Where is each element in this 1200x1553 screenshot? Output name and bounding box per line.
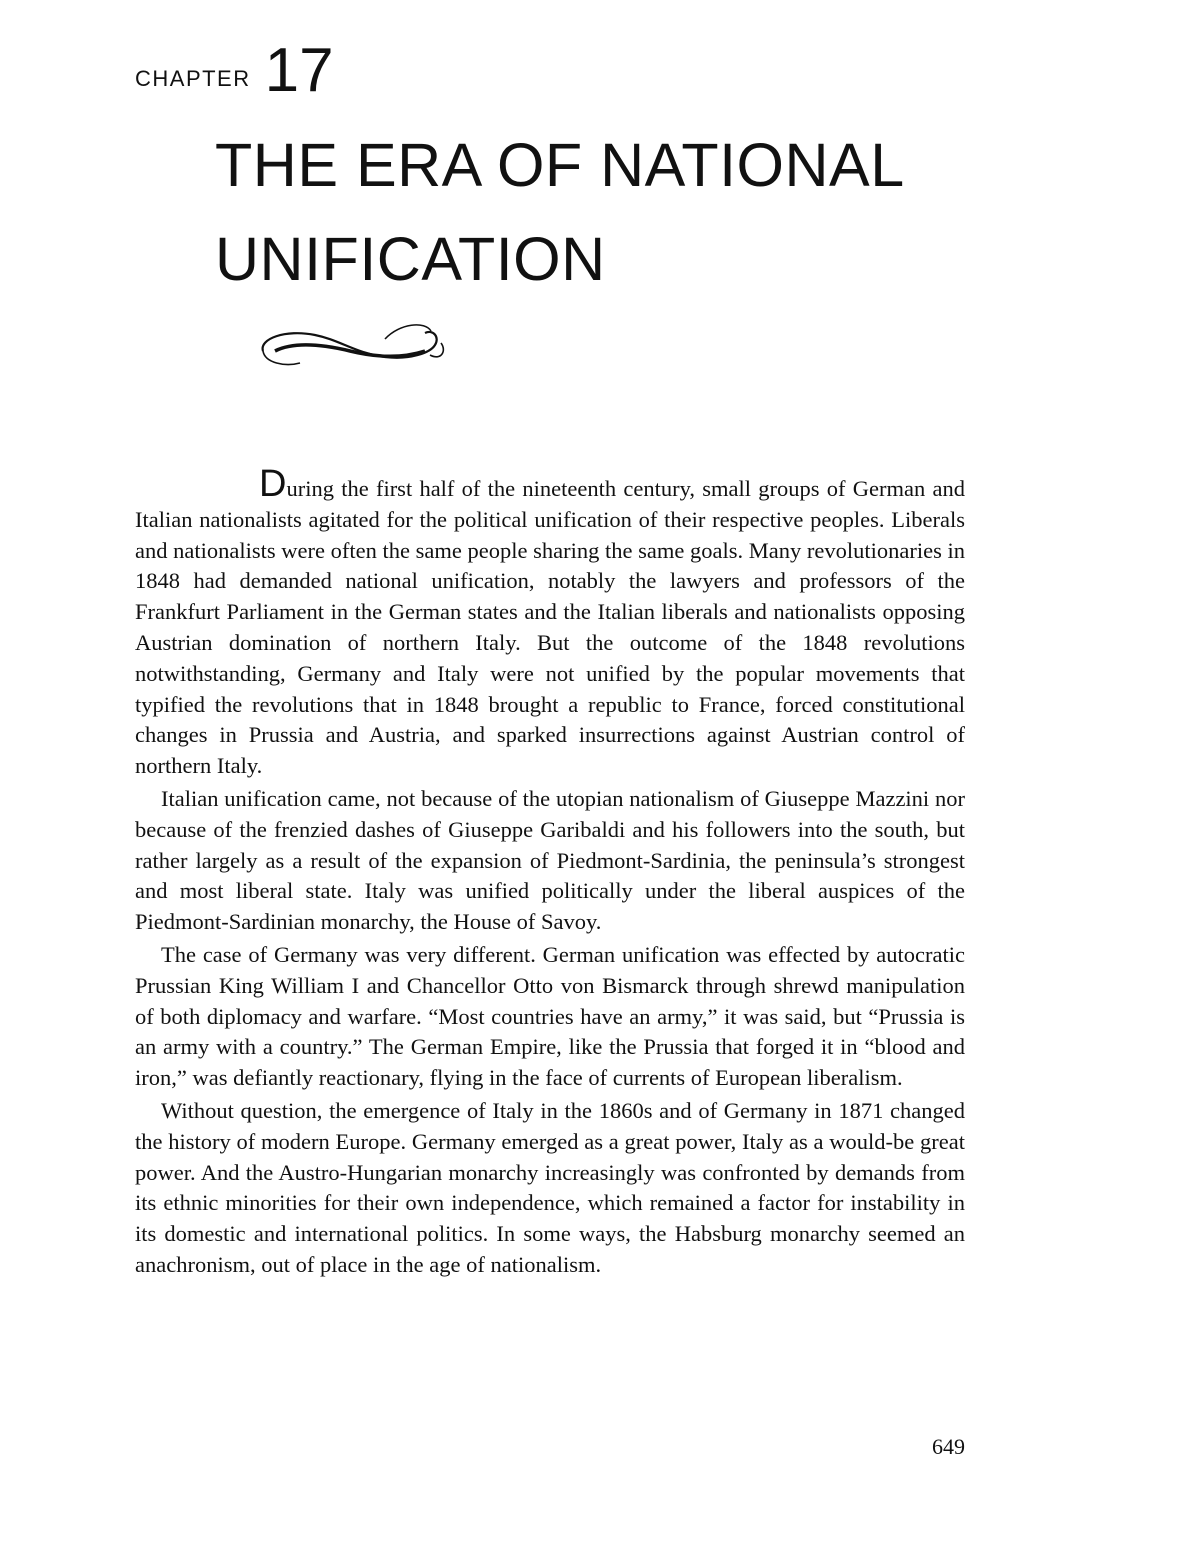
chapter-title: THE ERA OF NATIONAL UNIFICATION xyxy=(215,131,903,293)
paragraph-3: The case of Germany was very different. German unification was effected by autocratic Prussian King William I and Chancellor Otto von Bismarck through shrewd manipulation of both diplomacy and warfare. “Most countries have an army,” it was said, but “Prussia is an army with a country.” The German Empire, like the Prussia that forged it in “blood and iron,” was defiantly reactionary, flying in the face of currents of European liberalism. xyxy=(135,941,965,1091)
paragraph-2: Italian unification came, not because of the utopian nationalism of Giuseppe Mazzini nor because of the frenzied dashes of Giuseppe Garibaldi and his followers into the south, but rather largely as a result of the expansion of Piedmont-Sardinia, the peninsula’s strongest and most liberal state. Italy was unified politically under the liberal auspices of the Piedmont-Sardinian monarchy, the House of Savoy. xyxy=(135,785,965,935)
drop-cap: D xyxy=(259,463,287,505)
paragraph-4: Without question, the emergence of Italy in the 1860s and of Germany in 1871 changed the history of modern Europe. Germany emerged as a great power, Italy as a would-be great power. And the Austro-Hungarian monarchy increasingly was confronted by demands from its ethnic minorities for their own independence, which remained a factor for instability in its domestic and international politics. In some ways, the Habsburg monarchy seemed an anachronism, out of place in the age of nationalism. xyxy=(135,1097,965,1277)
chapter-number: 17 xyxy=(264,36,334,105)
chapter-label xyxy=(135,32,334,105)
page-number: 649 xyxy=(932,1434,965,1459)
swash-flourish-ornament-icon xyxy=(255,315,455,375)
paragraph-1 xyxy=(135,463,965,782)
chapter-word: CHAPTER xyxy=(135,66,251,91)
body-text xyxy=(135,463,965,1283)
paragraph-1-text: uring the first half of the nineteenth century, small groups of German and Italian nationalists agitated for the political unification of their respective peoples. Liberals and nationalists were often the same people sharing the same goals. Many revolutionaries in 1848 had demanded national unification, notably the lawyers and professors of the Frankfurt Parliament in the German states and the Italian liberals and nationalists opposing Austrian domination of northern Italy. But the outcome of the 1848 revolutions notwithstanding, Germany and Italy were not unified by the popular movements that typified the revolutions that in 1848 brought a republic to France, forced constitutional changes in Prussia and Austria, and sparked insurrections against Austrian control of northern Italy. xyxy=(135,476,965,779)
